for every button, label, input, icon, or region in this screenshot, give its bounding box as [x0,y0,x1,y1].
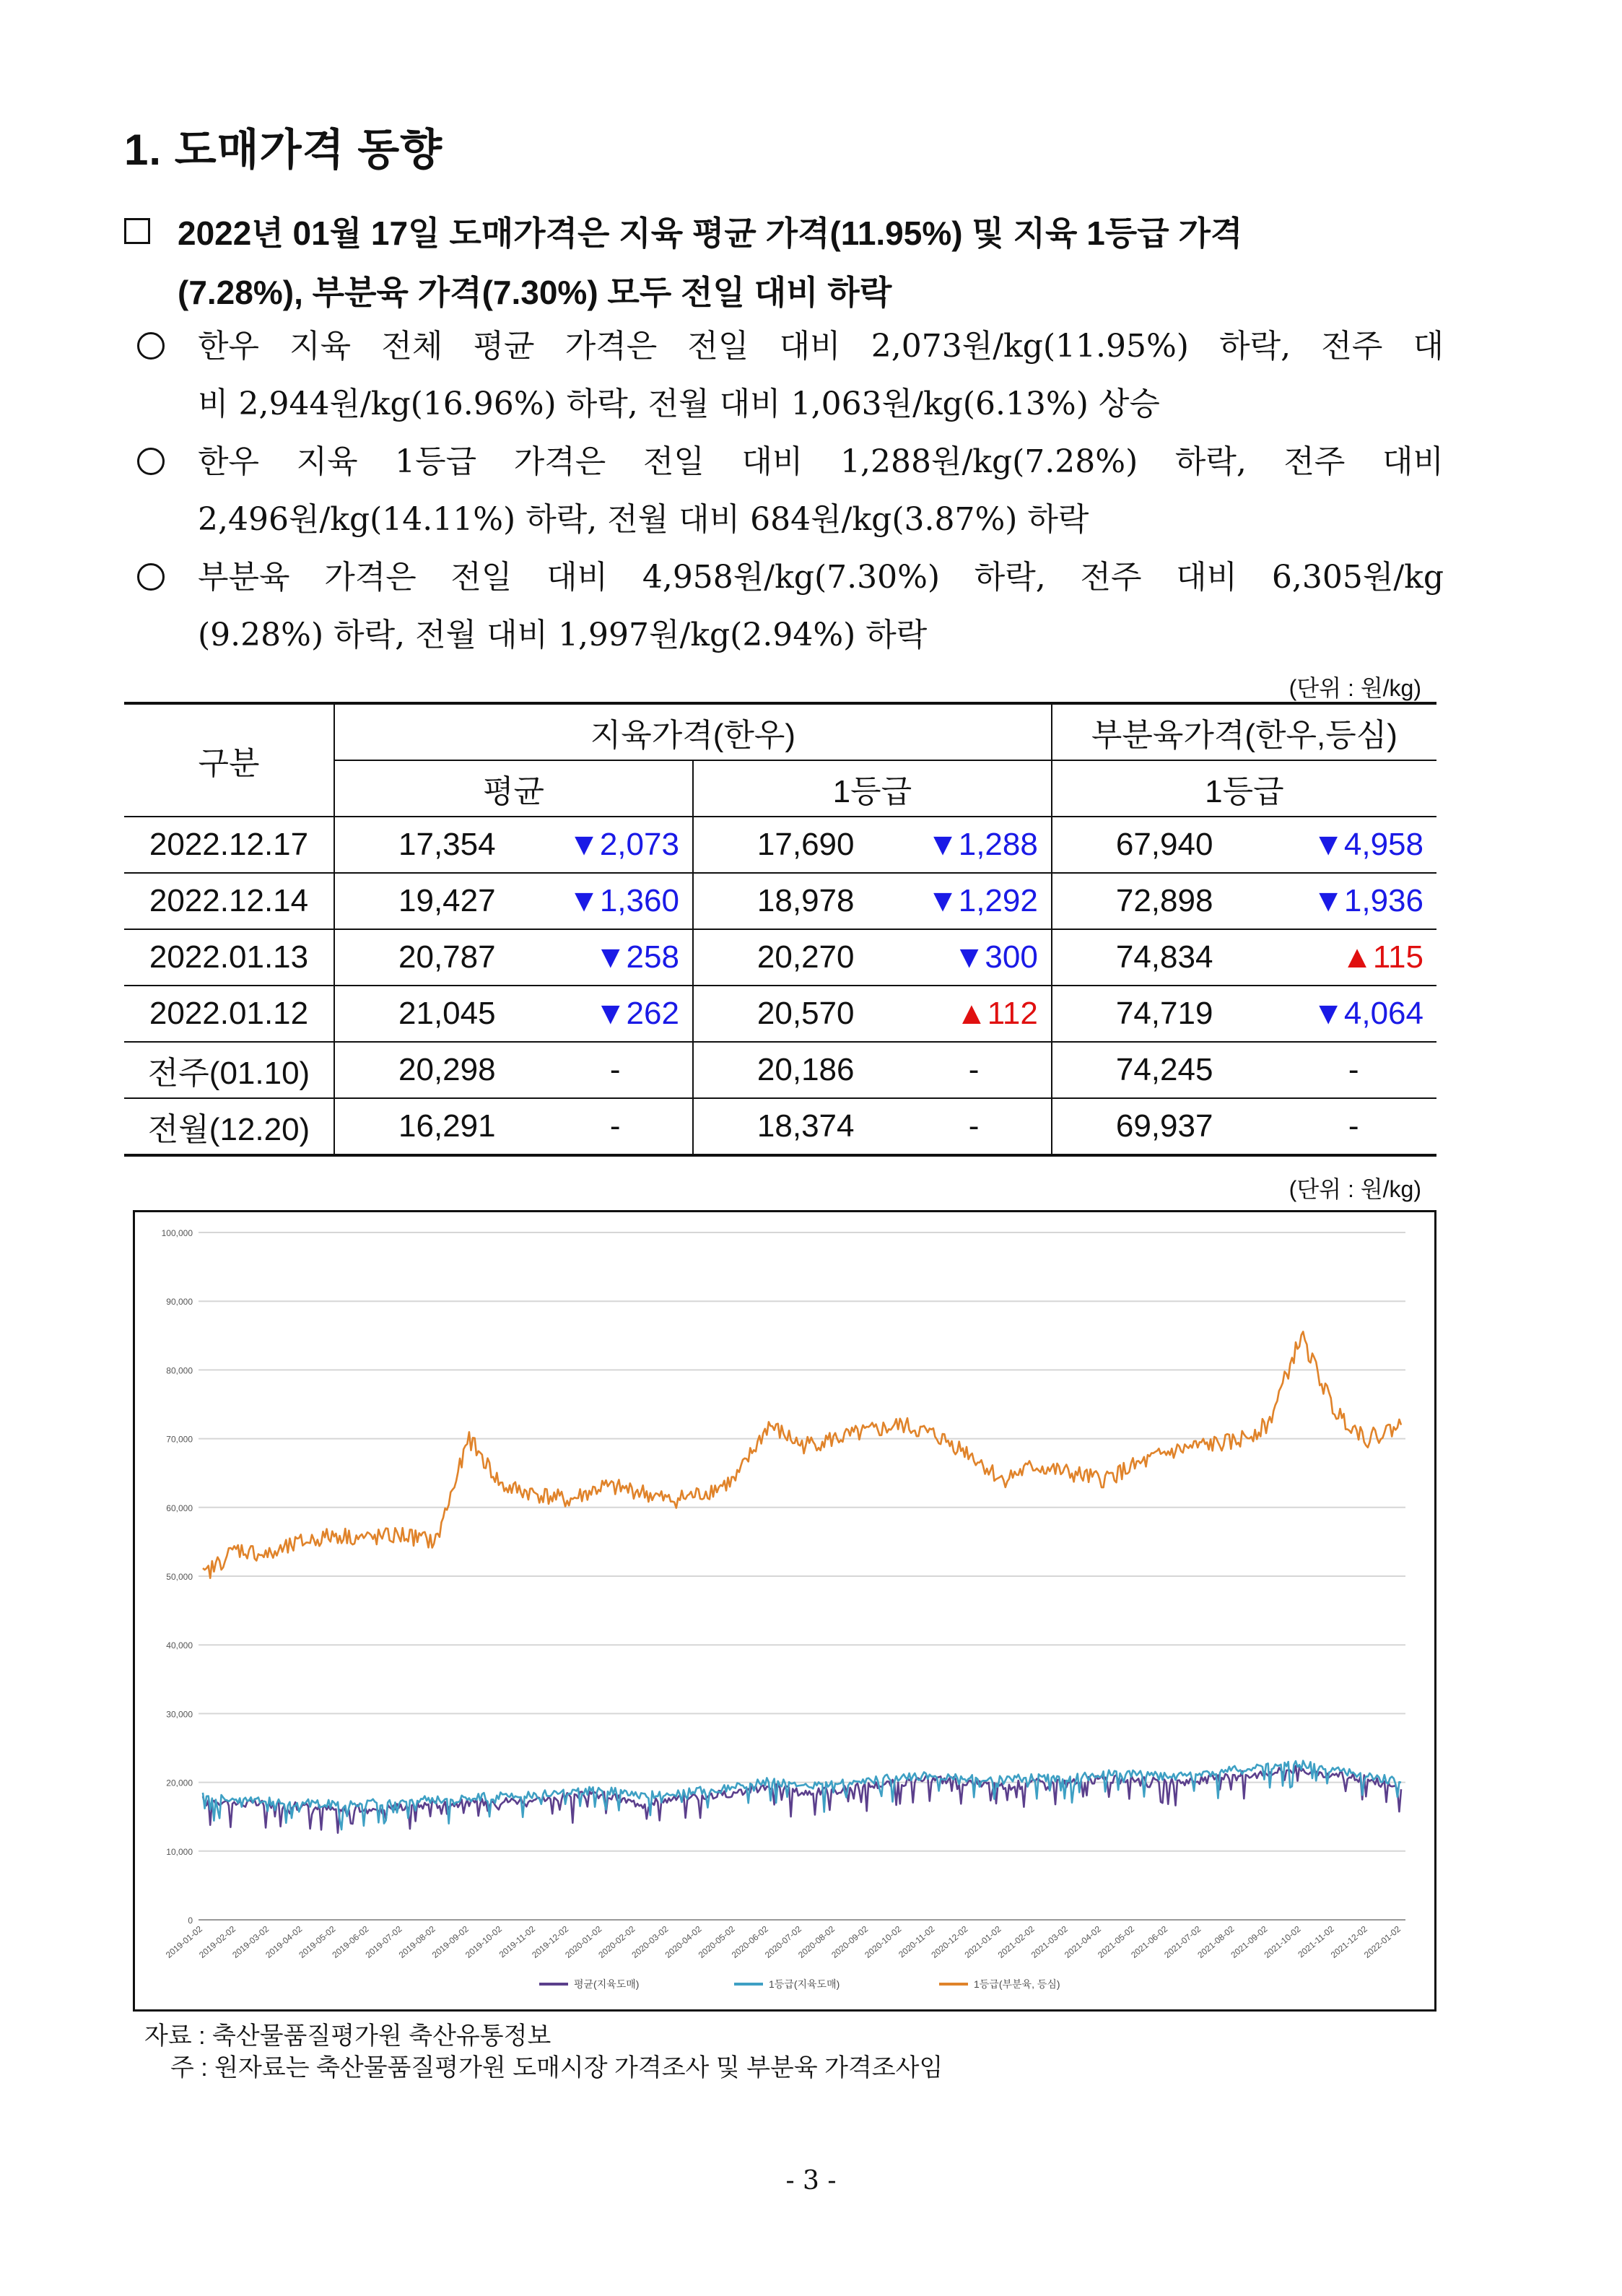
grade1-price: 18,374 [693,1098,895,1155]
bullet-item [137,433,1444,549]
footnote: 주 : 원자료는 축산물품질평가원 도매시장 가격조사 및 부분육 가격조사임 [170,2054,943,2082]
avg-change: ▼2,073 [536,817,693,873]
cut-change: ▼4,958 [1312,827,1423,862]
x-tick-label: 2019-07-02 [363,1923,404,1960]
y-tick-label: 90,000 [166,1297,193,1308]
headline-line-2: (7.28%), 부분육 가격(7.30%) 모두 전일 대비 하락 [178,274,892,311]
cut-price: 69,937 [1052,1098,1270,1155]
x-tick-label: 2019-10-02 [463,1923,504,1960]
x-tick-label: 2019-09-02 [430,1923,471,1960]
table-row [124,873,1436,929]
y-tick-label: 40,000 [166,1640,193,1651]
x-tick-label: 2021-06-02 [1129,1923,1170,1960]
price-chart [133,1210,1436,2012]
cut-change: - [1348,1052,1359,1087]
avg-price: 19,427 [398,883,496,918]
grade1-price: 20,186 [757,1052,855,1087]
grade1-change: ▼1,288 [895,817,1052,873]
grade1-price: 18,978 [757,883,855,918]
x-tick-label: 2022-01-02 [1361,1923,1403,1960]
cut-price: 74,834 [1115,939,1213,975]
grade1-change: ▲112 [895,986,1052,1042]
series-line [203,1766,1401,1833]
row-date: 2022.01.13 [124,929,334,986]
checkbox-square-icon [124,218,150,244]
row-date: 전주(01.10) [124,1042,334,1098]
chart-unit-label: (단위 : 원/kg) [1289,1176,1421,1202]
x-tick-label: 2020-07-02 [762,1923,803,1960]
bullet-line: 비 2,944원/kg(16.96%) 하락, 전월 대비 1,063원/kg(6.13%) 상승 [198,386,1160,422]
cut-change: ▼1,936 [1312,883,1423,918]
row-date: 2022.01.12 [124,986,334,1042]
series-line [203,1331,1401,1578]
x-tick-label: 2019-12-02 [530,1923,571,1960]
avg-price: 21,045 [398,996,496,1031]
section-title: 1. 도매가격 동향 [124,126,443,174]
grade1-price: 20,570 [757,996,855,1031]
y-tick-label: 70,000 [166,1434,193,1445]
x-tick-label: 2019-04-02 [263,1923,305,1960]
x-tick-label: 2020-09-02 [829,1923,871,1960]
circle-bullet-icon [137,563,165,591]
x-tick-label: 2021-10-02 [1262,1923,1303,1960]
avg-price: 20,298 [398,1052,496,1087]
header-sub-grade1: 1등급 [693,760,1052,817]
circle-bullet-icon [137,448,165,475]
grade1-change: - [895,1042,1052,1098]
x-tick-label: 2021-11-02 [1296,1923,1336,1960]
cut-change: ▲115 [1341,939,1423,975]
table-row [124,1042,1436,1098]
avg-price: 20,787 [398,939,496,975]
header-sub-average: 평균 [334,760,693,817]
cut-change: - [1269,1098,1436,1155]
x-tick-label: 2020-12-02 [929,1923,970,1960]
x-tick-label: 2021-01-02 [962,1923,1003,1960]
legend-label: 평균(지육도매) [574,1978,640,1990]
x-tick-label: 2021-09-02 [1229,1923,1270,1960]
x-tick-label: 2021-08-02 [1195,1923,1237,1960]
y-tick-label: 20,000 [166,1778,193,1788]
price-table [124,702,1436,1157]
y-tick-label: 100,000 [161,1228,193,1238]
table-row [124,817,1436,873]
x-tick-label: 2019-03-02 [230,1923,271,1960]
legend-label: 1등급(지육도매) [769,1978,840,1990]
table-unit-label: (단위 : 원/kg) [1289,675,1421,701]
chart-svg [135,1212,1434,2009]
cut-price: 67,940 [1115,827,1213,862]
x-tick-label: 2020-06-02 [729,1923,770,1960]
bullet-line: 한우 지육 1등급 가격은 전일 대비 1,288원/kg(7.28%) 하락, 전주 대비 [198,443,1444,480]
cut-price: 74,719 [1115,996,1213,1031]
x-tick-label: 2020-10-02 [863,1923,904,1960]
bullet-line: (9.28%) 하락, 전월 대비 1,997원/kg(2.94%) 하락 [198,617,928,653]
avg-change: - [536,1098,693,1155]
y-tick-label: 50,000 [166,1572,193,1582]
y-tick-label: 10,000 [166,1846,193,1857]
row-date: 전월(12.20) [124,1098,334,1155]
table-row [124,1098,1436,1155]
bullet-line: 부분육 가격은 전일 대비 4,958원/kg(7.30%) 하락, 전주 대비 6,305원/kg [198,559,1444,596]
y-tick-label: 0 [188,1915,193,1926]
avg-change: ▼262 [536,986,693,1042]
cut-price: 72,898 [1115,883,1213,918]
bullet-line: 한우 지육 전체 평균 가격은 전일 대비 2,073원/kg(11.95%) 하락, 전주 대 [198,328,1444,365]
page-number: - 3 - [785,2166,837,2196]
x-tick-label: 2020-05-02 [696,1923,737,1960]
row-date: 2022.12.14 [124,873,334,929]
x-tick-label: 2021-12-02 [1328,1923,1369,1960]
x-tick-label: 2021-02-02 [995,1923,1037,1960]
y-tick-label: 60,000 [166,1503,193,1513]
grade1-price: 20,270 [757,939,855,975]
avg-change: ▼1,360 [536,873,693,929]
headline [124,204,1445,322]
bullet-item [137,549,1444,664]
x-tick-label: 2021-04-02 [1062,1923,1103,1960]
table-row [124,929,1436,986]
bullet-list [137,318,1444,664]
x-tick-label: 2020-02-02 [596,1923,637,1960]
cut-price: 74,245 [1115,1052,1213,1087]
bullet-line: 2,496원/kg(14.11%) 하락, 전월 대비 684원/kg(3.87%) 하락 [198,501,1089,538]
x-tick-label: 2020-11-02 [897,1923,937,1960]
x-tick-label: 2021-07-02 [1162,1923,1203,1960]
legend-label: 1등급(부분육, 등심) [974,1978,1060,1990]
bullet-item [137,318,1444,433]
x-tick-label: 2019-02-02 [197,1923,238,1960]
source-note: 자료 : 축산물품질평가원 축산유통정보 [144,2022,551,2050]
header-sub-cut-grade1: 1등급 [1052,760,1436,817]
table-row [124,986,1436,1042]
x-tick-label: 2021-03-02 [1029,1923,1070,1960]
header-group-cut: 부분육가격(한우,등심) [1052,703,1436,760]
x-tick-label: 2020-01-02 [563,1923,604,1960]
x-tick-label: 2019-01-02 [163,1923,204,1960]
grade1-price: 17,690 [757,827,855,862]
x-tick-label: 2021-05-02 [1096,1923,1137,1960]
y-tick-label: 80,000 [166,1365,193,1376]
headline-line-1: 2022년 01월 17일 도매가격은 지육 평균 가격(11.95%) 및 지육 1등급 가격 [178,214,1243,252]
cut-change: ▼4,064 [1312,996,1423,1031]
avg-price: 17,354 [398,827,496,862]
series-line [203,1761,1401,1830]
y-tick-label: 30,000 [166,1709,193,1720]
avg-change: ▼258 [536,929,693,986]
x-tick-label: 2020-03-02 [629,1923,671,1960]
header-group-carcass: 지육가격(한우) [334,703,1052,760]
x-tick-label: 2019-08-02 [396,1923,437,1960]
x-tick-label: 2020-04-02 [663,1923,704,1960]
grade1-change: ▼1,292 [895,873,1052,929]
x-tick-label: 2020-08-02 [796,1923,837,1960]
x-tick-label: 2019-06-02 [330,1923,371,1960]
avg-price: 16,291 [334,1098,536,1155]
row-date: 2022.12.17 [124,817,334,873]
avg-change: - [536,1042,693,1098]
x-tick-label: 2019-11-02 [497,1923,538,1960]
circle-bullet-icon [137,332,165,360]
header-category: 구분 [124,703,334,817]
x-tick-label: 2019-05-02 [297,1923,338,1960]
grade1-change: - [895,1098,1052,1155]
grade1-change: ▼300 [895,929,1052,986]
